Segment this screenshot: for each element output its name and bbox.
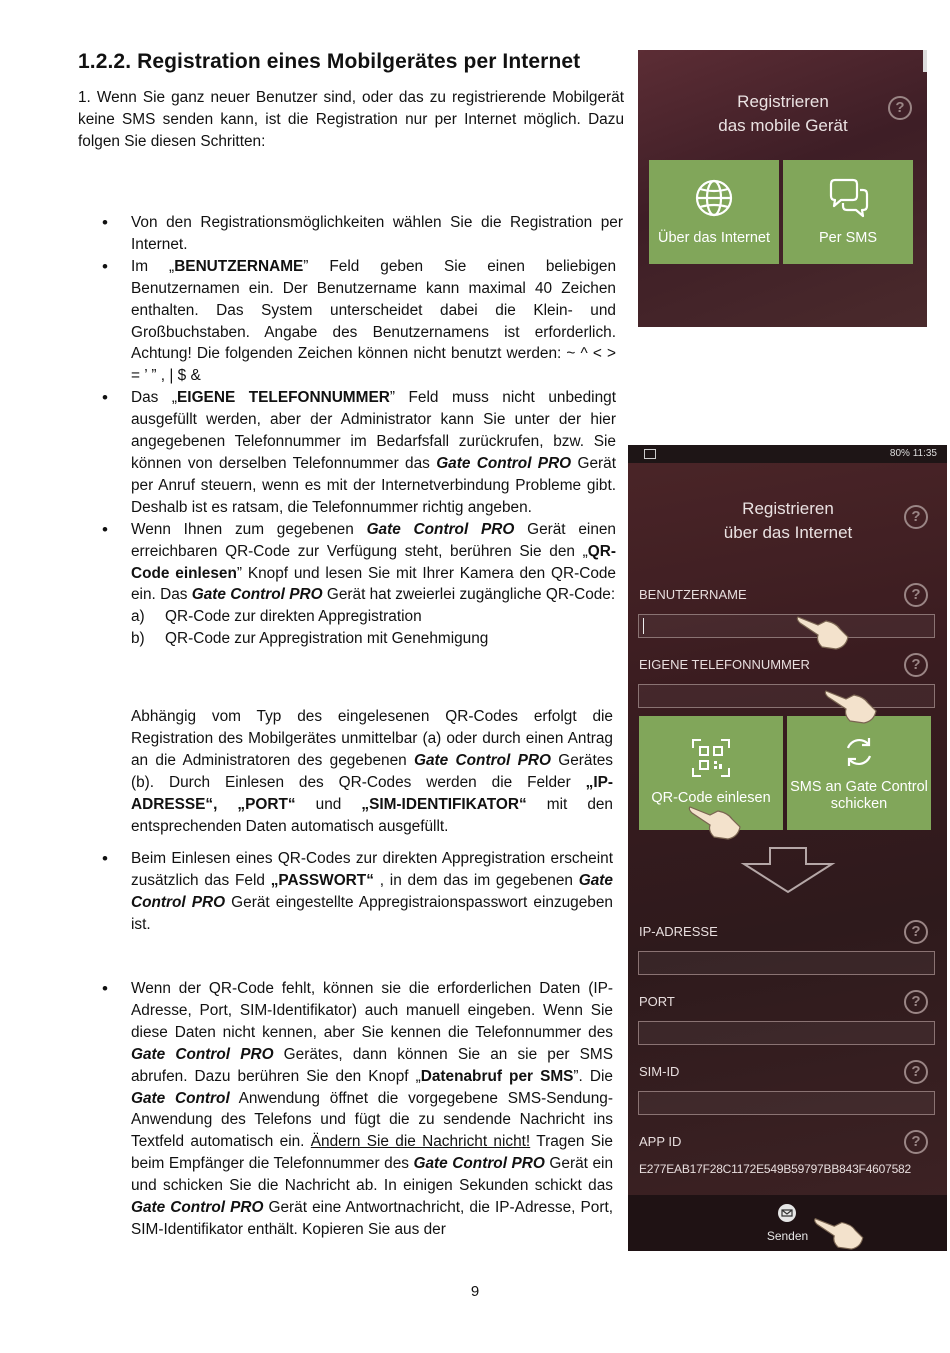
help-icon[interactable]: ?	[888, 96, 912, 120]
screen1-title: Registrieren das mobile Gerät	[718, 92, 848, 135]
sms-button[interactable]	[783, 160, 913, 264]
screen-edge	[923, 50, 927, 72]
image-notification-icon	[644, 449, 656, 459]
status-battery-time: 80% 11:35	[889, 448, 937, 459]
pointing-hand-icon	[796, 611, 850, 651]
bullet-password: • Beim Einlesen eines QR-Codes zur direkten Appregistration erscheint zusätzlich das Feld „PASSWORT“ , in dem das im gegebenen Gate Control PRO Gerät eingestellte Appregistraionspasswort einzugeben ist.	[131, 848, 613, 936]
bullet-phone-number: • Das „EIGENE TELEFONNUMMER” Feld muss nicht unbedingt ausgefüllt werden, aber der Administrator kann Sie unter der hier angegebenen Telefonnummer im Bedarfsfall zurückrufen, bzw. Sie können von derselben Telefonnummer das Gate Control PRO Gerät per Anruf steuern, wenn es mit der Internetverbindung Probleme gibt. Deshalb ist es ratsam, die Telefonnummer richtig angeben.	[131, 387, 616, 518]
bullet-qr-code: • Wenn Ihnen zum gegebenen Gate Control PRO Gerät einen erreichbaren QR-Code zur Verfügung steht, berühren Sie den „QR-Code einlesen” Knopf und lesen Sie mit Ihrer Kamera den QR-Code ein. Das Gate Control PRO Gerät hat zweierlei zugängliche QR-Code: a) QR-Code zur direkten Appregistration b) QR-Code zur Appregistration mit Genehmigung	[131, 519, 616, 650]
sms-gate-control-label: SMS an Gate Control schicken	[790, 779, 928, 812]
subitem-b: b) QR-Code zur Appregistration mit Genehmigung	[131, 630, 489, 648]
sms-gate-control-button[interactable]	[787, 716, 931, 830]
help-icon[interactable]: ?	[904, 505, 928, 529]
bullet-list-3	[131, 978, 613, 1241]
screenshot-register-internet	[628, 445, 947, 1251]
help-icon[interactable]: ?	[904, 990, 928, 1014]
internet-button[interactable]	[649, 160, 779, 264]
help-icon[interactable]: ?	[904, 653, 928, 677]
subitem-a: a) QR-Code zur direkten Appregistration	[131, 608, 422, 626]
bullet-select-internet: • Von den Registrationsmöglichkeiten wählen Sie die Registration per Internet.	[131, 212, 623, 256]
page-number: 9	[470, 1283, 480, 1300]
down-arrow-icon	[740, 846, 836, 894]
send-button[interactable]	[628, 1195, 947, 1251]
bullet-list-1	[131, 212, 623, 650]
help-icon[interactable]: ?	[904, 583, 928, 607]
app-id-label: APP ID	[639, 1134, 682, 1149]
internet-button-label: Über das Internet	[657, 230, 771, 246]
help-icon[interactable]: ?	[904, 1060, 928, 1084]
app-id-value: E277EAB17F28C1172E549B59797BB843F4607582	[639, 1162, 912, 1176]
globe-icon	[694, 178, 734, 218]
bullet-username: • Im „BENUTZERNAME” Feld geben Sie einen beliebigen Benutzernamen ein. Der Benutzername kann maximal 40 Zeichen enthalten. Das System unterscheidet dabei die Klein- und Großbuchstaben. Angabe des Benutzernamens ist erforderlich. Achtung! Die folgenden Zeichen können nicht benutzt werden: ~ ^ < > = ’ ” , | $ &	[131, 256, 616, 387]
ip-address-label: IP-ADRESSE	[639, 924, 718, 939]
qr-code-button-label: QR-Code einlesen	[651, 790, 771, 806]
port-input[interactable]	[638, 1021, 935, 1045]
intro-paragraph: 1. Wenn Sie ganz neuer Benutzer sind, oder das zu registrierende Mobilgerät keine SMS senden kann, ist die Registration nur per Internet möglich. Dazu folgen Sie diesen Schritten:	[78, 89, 624, 150]
help-icon[interactable]: ?	[904, 1130, 928, 1154]
chat-bubbles-icon	[827, 178, 871, 220]
pointing-hand-icon	[824, 685, 878, 725]
bullet-manual-entry: • Wenn der QR-Code fehlt, können sie die erforderlichen Daten (IP-Adresse, Port, SIM-Identifikator) auch manuell eingeben. Wenn Sie diese Daten nicht kennen, aber Sie kennen die Telefonnummer des Gate Control PRO Gerätes, dann können Sie an sie per SMS abrufen. Dazu berühren Sie den Knopf „Datenabruf per SMS”. Die Gate Control Anwendung öffnet die vorgegebene SMS-Sendung-Anwendung des Telefons und fügt die zu sendende Nachricht ins Textfeld automatisch ein. Ändern Sie die Nachricht nicht! Tragen Sie beim Empfänger die Telefonnummer des Gate Control PRO Gerät ein und schicken Sie die Nachricht ab. In einigen Sekunden schickt das Gate Control PRO Gerät eine Antwortnachricht, die IP-Adresse, Port, SIM-Identifikator enthält. Kopieren Sie aus der	[131, 978, 613, 1241]
qr-code-icon	[691, 738, 731, 778]
phone-input[interactable]	[638, 684, 935, 708]
sim-id-label: SIM-ID	[639, 1064, 680, 1079]
username-label: BENUTZERNAME	[639, 587, 747, 602]
help-icon[interactable]: ?	[904, 920, 928, 944]
envelope-icon	[778, 1204, 796, 1222]
pointing-hand-icon	[812, 1213, 866, 1251]
username-input[interactable]	[638, 614, 935, 638]
section-heading: 1.2.2. Registration eines Mobilgerätes per Internet	[78, 50, 581, 73]
pointing-hand-icon	[688, 801, 742, 841]
bullet-list-2	[131, 848, 613, 936]
sms-button-label: Per SMS	[818, 230, 877, 246]
ip-address-input[interactable]	[638, 951, 935, 975]
screenshot-register-device	[638, 50, 927, 327]
screen2-title: Registrieren über das Internet	[723, 499, 853, 542]
qr-explanation-paragraph: Abhängig vom Typ des eingelesenen QR-Codes erfolgt die Registration des Mobilgerätes unmittelbar (a) oder durch einen Antrag an die Administratoren des gegebenen Gate Control PRO Gerätes (b). Durch Einlesen des QR-Codes werden die Felder „IP-ADRESSE“, „PORT“ und „SIM-IDENTIFIKATOR“ mit den entsprechenden Daten automatisch ausgefüllt.	[131, 708, 613, 835]
send-label: Senden	[766, 1229, 809, 1243]
status-bar	[628, 445, 947, 463]
sync-icon	[841, 734, 877, 770]
port-label: PORT	[639, 994, 675, 1009]
phone-label: EIGENE TELEFONNUMMER	[639, 657, 810, 672]
text-cursor	[643, 618, 644, 634]
sim-id-input[interactable]	[638, 1091, 935, 1115]
